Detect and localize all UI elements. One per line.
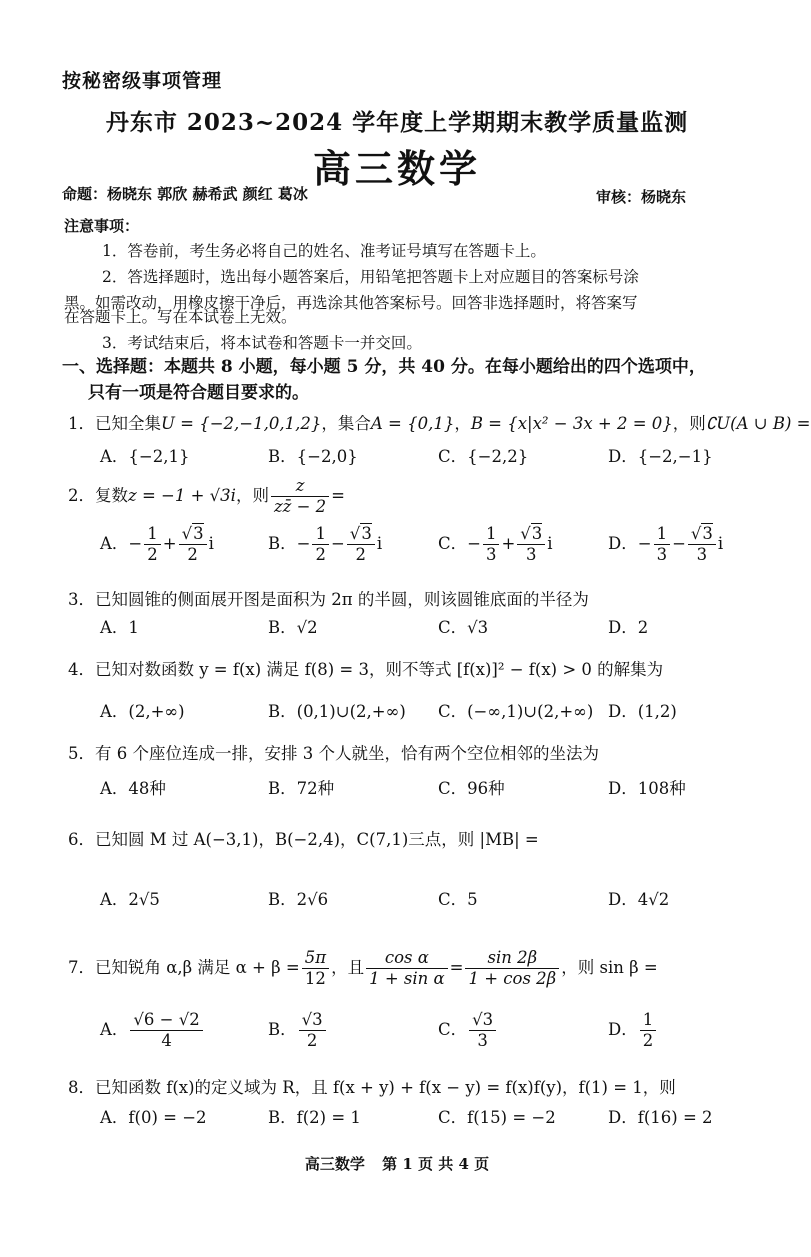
option-d[interactable]: D．{−2,−1}	[608, 447, 713, 466]
question-3-options	[100, 614, 760, 648]
q2-fraction: $\frac{z}{zz̄ - 2}$	[271, 476, 329, 517]
option-a[interactable]: A．{−2,1}	[100, 447, 190, 466]
option-b[interactable]: B．72种	[268, 779, 335, 798]
option-a[interactable]: A．48种	[100, 779, 166, 798]
question-4-options	[100, 698, 760, 732]
question-6: 6．已知圆 M 过 A(−3,1)，B(−2,4)，C(7,1)三点，则 |MB| =	[68, 830, 539, 849]
option-b[interactable]: B．2√6	[268, 890, 329, 909]
notice-item-2-cont: 黑。如需改动，用橡皮擦干净后，再选涂其他答案标号。回答非选择题时，将答案写	[64, 294, 638, 312]
option-b[interactable]: B．{−2,0}	[268, 447, 358, 466]
option-a[interactable]: A． $\frac{√6 - √2}{4}$	[100, 1010, 205, 1051]
question-5-options	[100, 775, 760, 809]
footer-subject: 高三数学	[304, 1155, 365, 1173]
option-d[interactable]: D．− $\frac{1}{3}$ − $\frac{√3}{3}$ i	[608, 524, 724, 564]
option-c[interactable]: C．f(15) = −2	[438, 1108, 556, 1127]
question-6-options	[100, 886, 760, 920]
secret-label: 按秘密级事项管理	[62, 70, 223, 92]
option-d[interactable]: D．2	[608, 618, 649, 637]
question-5: 5．有 6 个座位连成一排，安排 3 个人就坐，恰有两个空位相邻的坐法为	[68, 744, 599, 763]
option-b[interactable]: B．(0,1)∪(2,+∞)	[268, 702, 406, 721]
notice-item-2: 2．答选择题时，选出每小题答案后，用铅笔把答题卡上对应题目的答案标号涂	[102, 268, 639, 286]
option-d[interactable]: D．4√2	[608, 890, 670, 909]
option-d[interactable]: D． $\frac{1}{2}$	[608, 1010, 658, 1051]
option-a[interactable]: A．1	[100, 618, 139, 637]
option-b[interactable]: B．− $\frac{1}{2}$ − $\frac{√3}{2}$ i	[268, 524, 383, 564]
authors: 命题：杨晓东 郭欣 赫希武 颜红 葛冰	[62, 185, 308, 203]
question-1-options	[100, 443, 760, 477]
option-b[interactable]: B． $\frac{√3}{2}$	[268, 1010, 328, 1051]
question-2-options	[100, 524, 760, 572]
reviewer: 审核：杨晓东	[596, 188, 687, 206]
option-c[interactable]: C．− $\frac{1}{3}$ + $\frac{√3}{3}$ i	[438, 524, 553, 564]
question-2: 2．复数z = −1 + √3i，则 $\frac{z}{zz̄ - 2}$ =	[68, 476, 345, 516]
option-a[interactable]: A．− $\frac{1}{2}$ + $\frac{√3}{2}$ i	[100, 524, 214, 564]
question-7: 7．已知锐角 α,β 满足 α + β = $\frac{5\pi}{12}$ ，且 $\frac{\text{cos α}}{\text{1 + sin α}}$ = $\frac{\sin 2\beta}{1 + \cos 2\beta}$ ，则 sin β =	[68, 948, 658, 988]
option-d[interactable]: D．(1,2)	[608, 702, 677, 721]
question-1: 1．已知全集U = {−2,−1,0,1,2}，集合A = {0,1}，B = {x|x² − 3x + 2 = 0}，则∁U(A ∪ B) =	[68, 414, 811, 433]
option-c[interactable]: C． $\frac{√3}{3}$	[438, 1010, 498, 1051]
option-c[interactable]: C．√3	[438, 618, 489, 637]
option-d[interactable]: D．108种	[608, 779, 686, 798]
option-a[interactable]: A．(2,+∞)	[100, 702, 185, 721]
notice-item-3: 3．考试结束后，将本试卷和答题卡一并交回。	[102, 334, 422, 352]
question-4: 4．已知对数函数 y = f(x) 满足 f(8) = 3，则不等式 [f(x)]² − f(x) > 0 的解集为	[68, 660, 664, 679]
question-7-options	[100, 1010, 760, 1058]
option-a[interactable]: A．f(0) = −2	[100, 1108, 207, 1127]
notice-item-2-cont2: 在答题卡上。写在本试卷上无效。	[64, 308, 297, 326]
option-d[interactable]: D．f(16) = 2	[608, 1108, 713, 1127]
question-8-options	[100, 1104, 760, 1138]
option-c[interactable]: C．96种	[438, 779, 505, 798]
option-a[interactable]: A．2√5	[100, 890, 160, 909]
section-heading: 一、选择题：本题共 8 小题，每小题 5 分，共 40 分。在每小题给出的四个选项中， 只有一项是符合题目要求的。	[62, 357, 706, 403]
footer-page-info: 第 1 页 共 4 页	[382, 1155, 490, 1173]
option-c[interactable]: C．(−∞,1)∪(2,+∞)	[438, 702, 594, 721]
page-footer	[0, 1153, 794, 1174]
subject-title: 高三数学	[312, 146, 481, 191]
option-b[interactable]: B．f(2) = 1	[268, 1108, 361, 1127]
option-b[interactable]: B．√2	[268, 618, 318, 637]
option-c[interactable]: C．5	[438, 890, 478, 909]
notice-item-1: 1．答卷前，考生务必将自己的姓名、准考证号填写在答题卡上。	[102, 242, 546, 260]
option-c[interactable]: C．{−2,2}	[438, 447, 529, 466]
exam-title: 丹东市 2023~2024 学年度上学期期末教学质量监测	[105, 109, 689, 136]
question-8: 8．已知函数 f(x)的定义域为 R，且 f(x + y) + f(x − y) = f(x)f(y)，f(1) = 1，则	[68, 1078, 676, 1097]
question-3: 3．已知圆锥的侧面展开图是面积为 2π 的半圆，则该圆锥底面的半径为	[68, 590, 589, 609]
notice-heading: 注意事项：	[64, 217, 140, 235]
